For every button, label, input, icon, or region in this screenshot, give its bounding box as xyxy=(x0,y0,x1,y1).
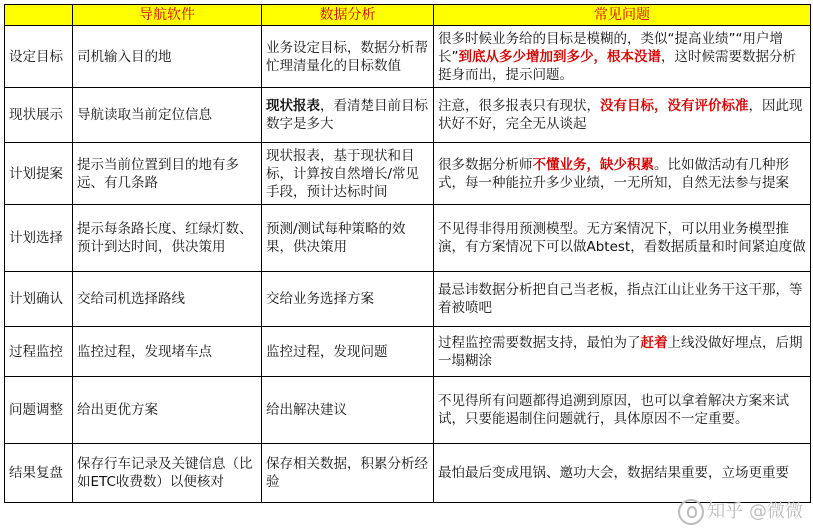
problem-cell xyxy=(434,377,811,444)
cell-text: 给出解决建议 xyxy=(266,402,347,418)
cell-text: 保存相关数据，积累分析经验 xyxy=(266,456,428,490)
nav-cell: 给出更优方案 xyxy=(73,377,262,444)
cell-text: 上线没做好埋点，后期一塌糊涂 xyxy=(438,334,803,369)
cell-text: 最忌讳数据分析把自己当老板，指点江山让业务干这干那，等着被喷吧 xyxy=(438,282,803,316)
table-row xyxy=(5,205,811,272)
cell-text: 监控过程，发现问题 xyxy=(266,343,388,360)
cell-text: 。比如做活动有几种形式，每一种能拉升多少业绩，一无所知，自然无法参与提案 xyxy=(438,156,789,191)
stage-cell: 计划确认 xyxy=(5,272,73,327)
analysis-cell xyxy=(262,444,434,503)
problem-cell xyxy=(434,205,811,272)
problem-cell xyxy=(434,272,811,327)
analysis-cell xyxy=(262,272,434,327)
cell-text: 过程监控需要数据支持，最怕为了 xyxy=(438,334,641,351)
problem-cell xyxy=(434,444,811,503)
cell-text: ，这时候需要数据分析挺身而出，提示问题。 xyxy=(438,48,796,83)
nav-cell: 保存行车记录及关键信息（比如ETC收费数）以便核对 xyxy=(73,444,262,503)
nav-cell: 交给司机选择路线 xyxy=(73,272,262,327)
emphasis-text: 不懂业务，缺少积累 xyxy=(532,156,654,173)
nav-cell: 提示每条路长度、红绿灯数、预计到达时间，供决策用 xyxy=(73,205,262,272)
header-row xyxy=(5,5,811,26)
analysis-cell xyxy=(262,88,434,143)
cell-text: 不见得非得用预测模型。无方案情况下，可以用业务模型推演，有方案情况下可以做Abtest，看数据质量和时间紧迫度做 xyxy=(438,221,806,255)
header-data-analysis: 数据分析 xyxy=(262,5,434,26)
header-common-problems: 常见问题 xyxy=(434,5,811,26)
emphasis-text: 没有目标，没有评价标准 xyxy=(600,98,749,114)
table-row xyxy=(5,88,811,143)
cell-text: 交给业务选择方案 xyxy=(266,291,374,307)
stage-cell: 问题调整 xyxy=(5,377,73,444)
nav-cell: 导航读取当前定位信息 xyxy=(73,88,262,143)
table-row xyxy=(5,327,811,377)
nav-cell: 提示当前位置到目的地有多远、有几条路 xyxy=(73,143,262,205)
stage-cell: 计划提案 xyxy=(5,143,73,205)
analysis-cell xyxy=(262,205,434,272)
watermark-text: 知乎 @微微 xyxy=(707,501,803,522)
header-stage xyxy=(5,5,73,26)
cell-text: 预测/测试每种策略的效果，供决策用 xyxy=(266,221,406,255)
analysis-cell xyxy=(262,26,434,88)
cell-text: 很多数据分析师 xyxy=(438,156,533,173)
analysis-cell xyxy=(262,327,434,377)
stage-cell: 结果复盘 xyxy=(5,444,73,503)
nav-cell: 司机输入目的地 xyxy=(73,26,262,88)
problem-cell xyxy=(434,26,811,88)
comparison-table xyxy=(4,4,811,503)
header-nav-software: 导航软件 xyxy=(73,5,262,26)
problem-cell xyxy=(434,88,811,143)
problem-cell xyxy=(434,143,811,205)
cell-text: 现状报表，基于现状和目标，计算按自然增长/常见手段，预计达标时间 xyxy=(266,147,420,200)
analysis-cell xyxy=(262,377,434,444)
stage-cell: 过程监控 xyxy=(5,327,73,377)
cell-text: 最怕最后变成甩锅、邀功大会，数据结果重要，立场更重要 xyxy=(438,465,789,481)
table-row xyxy=(5,444,811,503)
stage-cell: 现状展示 xyxy=(5,88,73,143)
cell-text: 业务设定目标，数据分析帮忙理清量化的目标数值 xyxy=(266,39,428,74)
cell-text: ，看清楚目前目标数字是多大 xyxy=(266,98,428,132)
problem-cell xyxy=(434,327,811,377)
stage-cell: 计划选择 xyxy=(5,205,73,272)
table-row xyxy=(5,377,811,444)
table-body xyxy=(5,26,811,503)
table-row xyxy=(5,272,811,327)
stage-cell: 设定目标 xyxy=(5,26,73,88)
nav-cell: 监控过程，发现堵车点 xyxy=(73,327,262,377)
cell-text: ，因此现状好不好，完全无从谈起 xyxy=(438,98,803,132)
emphasis-text: 到底从多少增加到多少，根本没谱 xyxy=(458,48,661,65)
bold-text: 现状报表 xyxy=(266,98,320,114)
comparison-table-sheet xyxy=(4,4,810,523)
cell-text: 不见得所有问题都得追溯到原因，也可以拿着解决方案来试试，只要能遏制住问题就行，具体原因不一定重要。 xyxy=(438,393,789,427)
emphasis-text: 赶着 xyxy=(640,334,668,351)
table-row xyxy=(5,26,811,88)
cell-text: 很多时候业务给的目标是模糊的，类似“提高业绩”“用户增长” xyxy=(438,30,783,65)
cell-text: 注意，很多报表只有现状， xyxy=(438,98,600,114)
analysis-cell xyxy=(262,143,434,205)
table-row xyxy=(5,143,811,205)
